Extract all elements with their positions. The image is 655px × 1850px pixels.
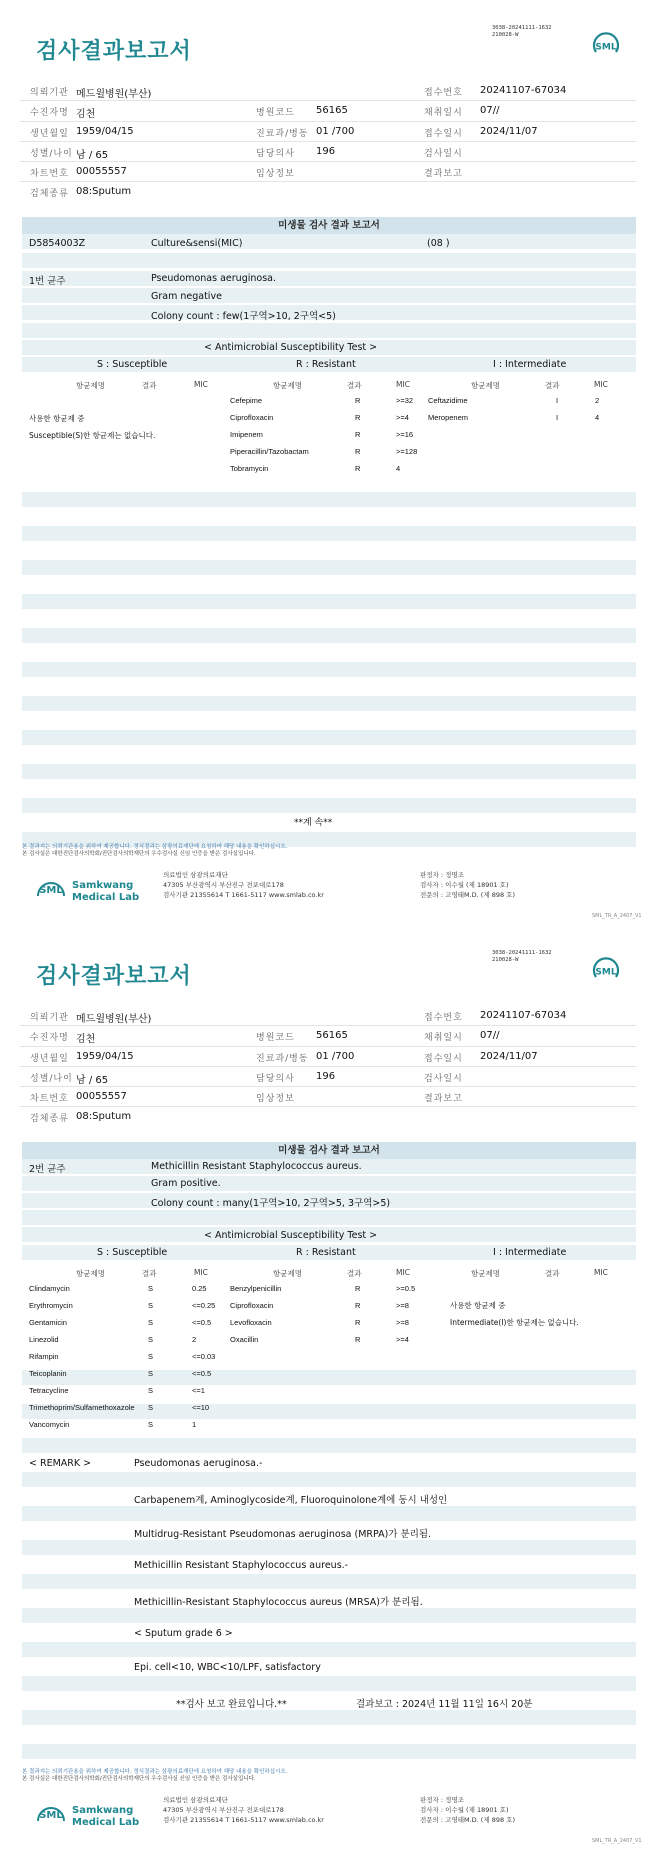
- organism-name: Pseudomonas aeruginosa.: [151, 273, 276, 284]
- organism-name: Methicillin Resistant Staphylococcus aureus.: [151, 1161, 362, 1172]
- ast-result-cell: S: [148, 1335, 154, 1344]
- remark-line: Epi. cell<10, WBC<10/LPF, satisfactory: [134, 1662, 321, 1673]
- ast-mic-cell: <=0.03: [192, 1352, 216, 1361]
- ast-result-cell: R: [355, 464, 361, 473]
- ast-drug-cell: Erythromycin: [29, 1301, 73, 1310]
- ast-result-cell: R: [355, 447, 361, 456]
- patient-info-table: [20, 81, 636, 203]
- svg-text:SML: SML: [595, 967, 617, 978]
- legend-susceptible: S : Susceptible: [97, 1247, 168, 1258]
- patient-row: 검체종류 08:Sputum: [30, 1111, 132, 1125]
- ast-drug-cell: Tobramycin: [230, 464, 269, 473]
- svg-text:Medical Lab: Medical Lab: [72, 1817, 140, 1828]
- form-version: SML_TR_A_2407_V1: [592, 913, 642, 919]
- test-name: Culture&sensi(MIC): [151, 238, 243, 249]
- svg-text:Samkwang: Samkwang: [72, 1805, 134, 1816]
- disclaimer: 본 결과지는 의뢰기관용을 위하여 제공합니다. 정식결과는 삼광의료재단에 요청하여 해당 내용을 확인하십시오. 본 검사실은 대한진단검사의학회/진단검사의학재단의 우수검사실 신임 인증을 받은 검사실입니다.: [22, 1769, 288, 1782]
- svg-text:SML: SML: [39, 885, 63, 896]
- isolate-number: 1번 균주: [29, 276, 66, 287]
- disclaimer: 본 결과지는 의뢰기관용을 위하여 제공합니다. 정식결과는 삼광의료재단에 요청하여 해당 내용을 확인하십시오. 본 검사실은 대한진단검사의학회/진단검사의학재단의 우수검사실 신임 인증을 받은 검사실입니다.: [22, 844, 288, 857]
- ast-mic-cell: <=0.5: [192, 1369, 212, 1378]
- legend-susceptible: S : Susceptible: [97, 359, 168, 370]
- colony-count: Colony count : few(1구역>10, 2구역<5): [151, 311, 336, 322]
- ast-result-cell: I: [556, 396, 559, 405]
- ast-drug-cell: Linezolid: [29, 1335, 59, 1344]
- ast-drug-cell: Rifampin: [29, 1352, 59, 1361]
- section-title: 미생물 검사 결과 보고서: [22, 1142, 636, 1159]
- test-code: D5854003Z: [29, 238, 86, 249]
- ast-drug-cell: Levofloxacin: [230, 1318, 272, 1327]
- svg-text:SML: SML: [595, 42, 617, 53]
- sml-logo-icon: [34, 1791, 144, 1835]
- ast-result-cell: R: [355, 413, 361, 422]
- ast-result-cell: R: [355, 430, 361, 439]
- ast-result-cell: S: [148, 1284, 154, 1293]
- ast-mic-cell: >=128: [396, 447, 418, 456]
- col-header-mic: MIC: [396, 1268, 410, 1277]
- remark-line: Methicillin Resistant Staphylococcus aureus.-: [134, 1560, 349, 1571]
- ast-result-cell: I: [556, 413, 559, 422]
- col-header-mic: MIC: [396, 380, 410, 389]
- colony-count: Colony count : many(1구역>10, 2구역>5, 3구역>5): [151, 1198, 391, 1209]
- ast-mic-cell: 0.25: [192, 1284, 207, 1293]
- patient-row: 의뢰기관 메드윌병원(부산) 접수번호 20241107-67034: [20, 81, 636, 101]
- ast-mic-cell: >=0.5: [396, 1284, 416, 1293]
- svg-text:Samkwang: Samkwang: [72, 880, 134, 891]
- svg-text:Medical Lab: Medical Lab: [72, 892, 140, 903]
- ast-mic-cell: <=1: [192, 1386, 205, 1395]
- svg-text:SML: SML: [39, 1810, 63, 1821]
- ast-drug-cell: Gentamicin: [29, 1318, 67, 1327]
- section-title: 미생물 검사 결과 보고서: [22, 217, 636, 234]
- ast-result-cell: R: [355, 1318, 361, 1327]
- col-header-result: 결과: [142, 1269, 157, 1278]
- patient-row: 수진자명 김천 병원코드 56165 채취일시 07//: [20, 101, 636, 121]
- isolate-number: 2번 균주: [29, 1164, 66, 1175]
- ast-mic-cell: <=0.25: [192, 1301, 216, 1310]
- ast-result-cell: S: [148, 1420, 154, 1429]
- ast-drug-cell: Piperacillin/Tazobactam: [230, 447, 309, 456]
- col-header-mic: MIC: [594, 380, 608, 389]
- col-header-mic: MIC: [594, 1268, 608, 1277]
- gram-stain: Gram negative: [151, 291, 222, 302]
- legend-resistant: R : Resistant: [296, 1247, 356, 1258]
- remark-label: < REMARK >: [29, 1458, 92, 1469]
- ast-result-cell: R: [355, 1301, 361, 1310]
- ast-result-cell: S: [148, 1318, 154, 1327]
- col-header-result: 결과: [347, 1269, 362, 1278]
- col-header-drug: 항균제명: [76, 381, 105, 390]
- col-header-result: 결과: [545, 1269, 560, 1278]
- ast-note: 사용한 항균제 중: [450, 1301, 506, 1310]
- legend-resistant: R : Resistant: [296, 359, 356, 370]
- ast-drug-cell: Cefepime: [230, 396, 263, 405]
- document-number: 3038-20241111-1632 210028-W: [492, 950, 552, 963]
- ast-result-cell: S: [148, 1403, 154, 1412]
- ast-mic-cell: >=16: [396, 430, 414, 439]
- col-header-drug: 항균제명: [471, 381, 500, 390]
- col-header-drug: 항균제명: [76, 1269, 105, 1278]
- ast-drug-cell: Trimethoprim/Sulfamethoxazole: [29, 1403, 135, 1412]
- report-title: 검사결과보고서: [36, 964, 192, 989]
- gram-stain: Gram positive.: [151, 1178, 221, 1189]
- remark-line: Carbapenem계, Aminoglycoside계, Fluoroquinolone계에 동시 내성인: [134, 1495, 448, 1506]
- col-header-drug: 항균제명: [273, 381, 302, 390]
- patient-row: 차트번호 00055557 임상정보 결과보고: [20, 162, 636, 182]
- sml-logo-icon: [590, 30, 622, 62]
- ast-mic-cell: 4: [396, 464, 401, 473]
- continued-note: **계 속**: [294, 818, 333, 828]
- col-header-result: 결과: [142, 381, 157, 390]
- ast-mic-cell: >=8: [396, 1301, 409, 1310]
- form-version: SML_TR_A_2407_V1: [592, 1838, 642, 1844]
- ast-result-cell: S: [148, 1352, 154, 1361]
- patient-row: 차트번호 00055557 임상정보 결과보고: [20, 1087, 636, 1107]
- ast-drug-cell: Oxacillin: [230, 1335, 259, 1344]
- patient-row: 수진자명 김천 병원코드 56165 채취일시 07//: [20, 1026, 636, 1046]
- legend-intermediate: I : Intermediate: [493, 359, 567, 370]
- remark-line: < Sputum grade 6 >: [134, 1628, 233, 1639]
- patient-row: 성별/나이 남 / 65 담당의사 196 검사일시: [20, 1067, 636, 1087]
- col-header-drug: 항균제명: [273, 1269, 302, 1278]
- ast-mic-cell: >=4: [396, 413, 409, 422]
- ast-drug-cell: Vancomycin: [29, 1420, 70, 1429]
- col-header-drug: 항균제명: [471, 1269, 500, 1278]
- patient-row: 의뢰기관 메드윌병원(부산) 접수번호 20241107-67034: [20, 1006, 636, 1026]
- report-time: 결과보고 : 2024년 11월 11일 16시 20분: [356, 1699, 533, 1710]
- lab-address: 의료법인 삼광의료재단 47305 부산광역시 부산진구 전포대로178 검사기관 21355614 T 1661-5117 www.smlab.co.kr: [163, 871, 324, 899]
- ast-mic-cell: 1: [192, 1420, 197, 1429]
- ast-result-cell: S: [148, 1301, 154, 1310]
- ast-result-cell: R: [355, 1335, 361, 1344]
- ast-mic-cell: >=4: [396, 1335, 409, 1344]
- patient-row: 생년월일 1959/04/15 진료과/병동 01 /700 접수일시 2024/11/07: [20, 122, 636, 142]
- col-header-mic: MIC: [194, 1268, 208, 1277]
- ast-mic-cell: <=0.5: [192, 1318, 212, 1327]
- signatures: 판정자 : 정명조 검사자 : 이수월 (제 18901 호) 전문의 : 고영태M.D. (제 898 호): [420, 871, 515, 899]
- document-number: 3038-20241111-1632 210028-W: [492, 25, 552, 38]
- sml-logo-icon: [590, 955, 622, 987]
- col-header-result: 결과: [545, 381, 560, 390]
- ast-result-cell: S: [148, 1386, 154, 1395]
- remark-line: Methicillin-Resistant Staphylococcus aureus (MRSA)가 분리됨.: [134, 1597, 423, 1608]
- patient-info-table: [20, 1006, 636, 1128]
- col-header-result: 결과: [347, 381, 362, 390]
- test-flag: (08 ): [427, 238, 450, 249]
- patient-row: 검체종류 08:Sputum: [30, 186, 132, 200]
- report-title: 검사결과보고서: [36, 39, 192, 64]
- report-complete: **검사 보고 완료입니다.**: [176, 1699, 287, 1710]
- legend-intermediate: I : Intermediate: [493, 1247, 567, 1258]
- sml-logo-icon: [34, 866, 144, 910]
- ast-mic-cell: <=10: [192, 1403, 210, 1412]
- ast-mic-cell: >=32: [396, 396, 414, 405]
- ast-result-cell: R: [355, 1284, 361, 1293]
- signatures: 판정자 : 정명조 검사자 : 이수월 (제 18901 호) 전문의 : 고영태M.D. (제 898 호): [420, 1796, 515, 1824]
- ast-title: < Antimicrobial Susceptibility Test >: [204, 342, 378, 353]
- col-header-mic: MIC: [194, 380, 208, 389]
- remark-line: Multidrug-Resistant Pseudomonas aeruginosa (MRPA)가 분리됨.: [134, 1529, 432, 1540]
- ast-mic-cell: 4: [595, 413, 600, 422]
- ast-mic-cell: 2: [192, 1335, 197, 1344]
- ast-drug-cell: Ceftazidime: [428, 396, 468, 405]
- ast-drug-cell: Teicoplanin: [29, 1369, 67, 1378]
- ast-result-cell: S: [148, 1369, 154, 1378]
- ast-drug-cell: Ciprofloxacin: [230, 413, 274, 422]
- ast-drug-cell: Tetracycline: [29, 1386, 69, 1395]
- ast-drug-cell: Imipenem: [230, 430, 263, 439]
- ast-mic-cell: 2: [595, 396, 600, 405]
- patient-row: 성별/나이 남 / 65 담당의사 196 검사일시: [20, 142, 636, 162]
- ast-note: Susceptible(S)한 항균제는 없습니다.: [29, 431, 156, 440]
- report-page-2: [0, 925, 655, 1850]
- patient-row: 생년월일 1959/04/15 진료과/병동 01 /700 접수일시 2024/11/07: [20, 1047, 636, 1067]
- ast-title: < Antimicrobial Susceptibility Test >: [204, 1230, 378, 1241]
- ast-result-cell: R: [355, 396, 361, 405]
- ast-note: 사용한 항균제 중: [29, 414, 85, 423]
- ast-note: Intermediate(I)한 항균제는 없습니다.: [450, 1318, 579, 1327]
- ast-mic-cell: >=8: [396, 1318, 409, 1327]
- ast-drug-cell: Benzylpenicillin: [230, 1284, 282, 1293]
- remark-line: Pseudomonas aeruginosa.-: [134, 1458, 263, 1469]
- lab-address: 의료법인 삼광의료재단 47305 부산광역시 부산진구 전포대로178 검사기관 21355614 T 1661-5117 www.smlab.co.kr: [163, 1796, 324, 1824]
- ast-drug-cell: Ciprofloxacin: [230, 1301, 274, 1310]
- ast-drug-cell: Clindamycin: [29, 1284, 70, 1293]
- ast-drug-cell: Meropenem: [428, 413, 469, 422]
